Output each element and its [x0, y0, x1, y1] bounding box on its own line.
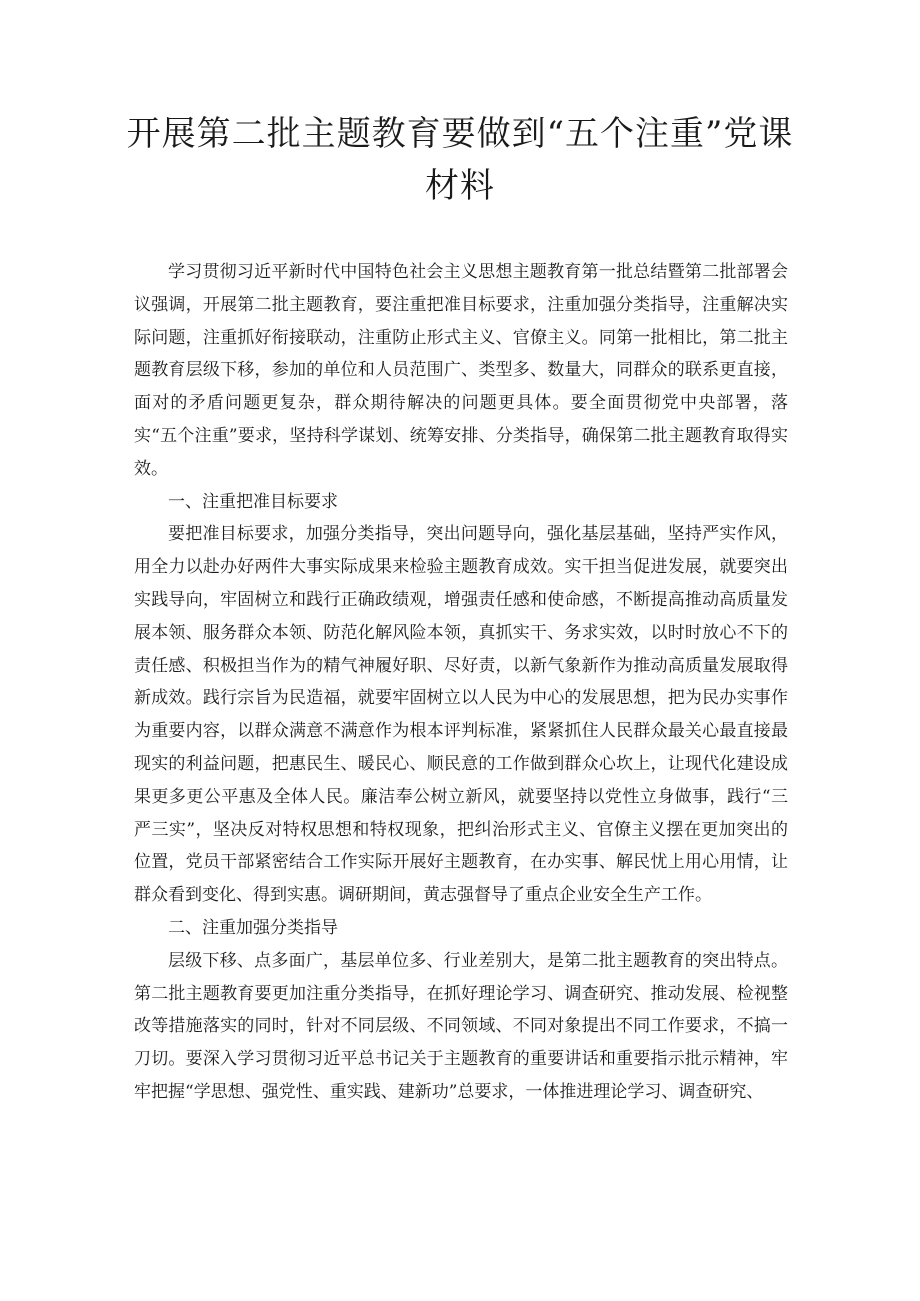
document-body — [134, 256, 788, 1109]
intro-paragraph: 学习贯彻习近平新时代中国特色社会主义思想主题教育第一批总结暨第二批部署会议强调，开展第二批主题教育，要注重把准目标要求，注重加强分类指导，注重解决实际问题，注重抓好衔接联动，注重防止形式主义、官僚主义。同第一批相比，第二批主题教育层级下移，参加的单位和人员范围广、类型多、数量大，同群众的联系更直接，面对的矛盾问题更复杂，群众期待解决的问题更具体。要全面贯彻党中央部署，落实“五个注重”要求，坚持科学谋划、统筹安排、分类指导，确保第二批主题教育取得实效。 — [134, 262, 788, 479]
section-heading-2: 二、注重加强分类指导 — [168, 917, 338, 938]
document-title: 开展第二批主题教育要做到“五个注重”党课材料 — [126, 114, 794, 206]
section-2-paragraph: 层级下移、点多面广，基层单位多、行业差别大，是第二批主题教育的突出特点。第二批主题教育要更加注重分类指导，在抓好理论学习、调查研究、推动发展、检视整改等措施落实的同时，针对不同层级、不同领域、不同对象提出不同工作要求，不搞一刀切。要深入学习贯彻习近平总书记关于主题教育的重要讲话和重要指示批示精神，牢牢把握“学思想、强党性、重实践、建新功”总要求，一体推进理论学习、调查研究、 — [134, 950, 788, 1102]
section-heading-1: 一、注重把准目标要求 — [168, 491, 338, 512]
section-1-paragraph: 要把准目标要求，加强分类指导，突出问题导向，强化基层基础，坚持严实作风，用全力以赴办好两件大事实际成果来检验主题教育成效。实干担当促进发展，就要突出实践导向，牢固树立和践行正确政绩观，增强责任感和使命感，不断提高推动高质量发展本领、服务群众本领、防范化解风险本领，真抓实干、务求实效，以时时放心不下的责任感、积极担当作为的精气神履好职、尽好责，以新气象新作为推动高质量发展取得新成效。践行宗旨为民造福，就要牢固树立以人民为中心的发展思想，把为民办实事作为重要内容，以群众满意不满意作为根本评判标准，紧紧抓住人民群众最关心最直接最现实的利益问题，把惠民生、暖民心、顺民意的工作做到群众心坎上，让现代化建设成果更多更公平惠及全体人民。廉洁奉公树立新风，就要坚持以党性立身做事，践行“三严三实”，坚决反对特权思想和特权现象，把纠治形式主义、官僚主义摆在更加突出的位置，党员干部紧密结合工作实际开展好主题教育，在办实事、解民忧上用心用情，让群众看到变化、得到实惠。调研期间，黄志强督导了重点企业安全生产工作。 — [134, 524, 788, 906]
